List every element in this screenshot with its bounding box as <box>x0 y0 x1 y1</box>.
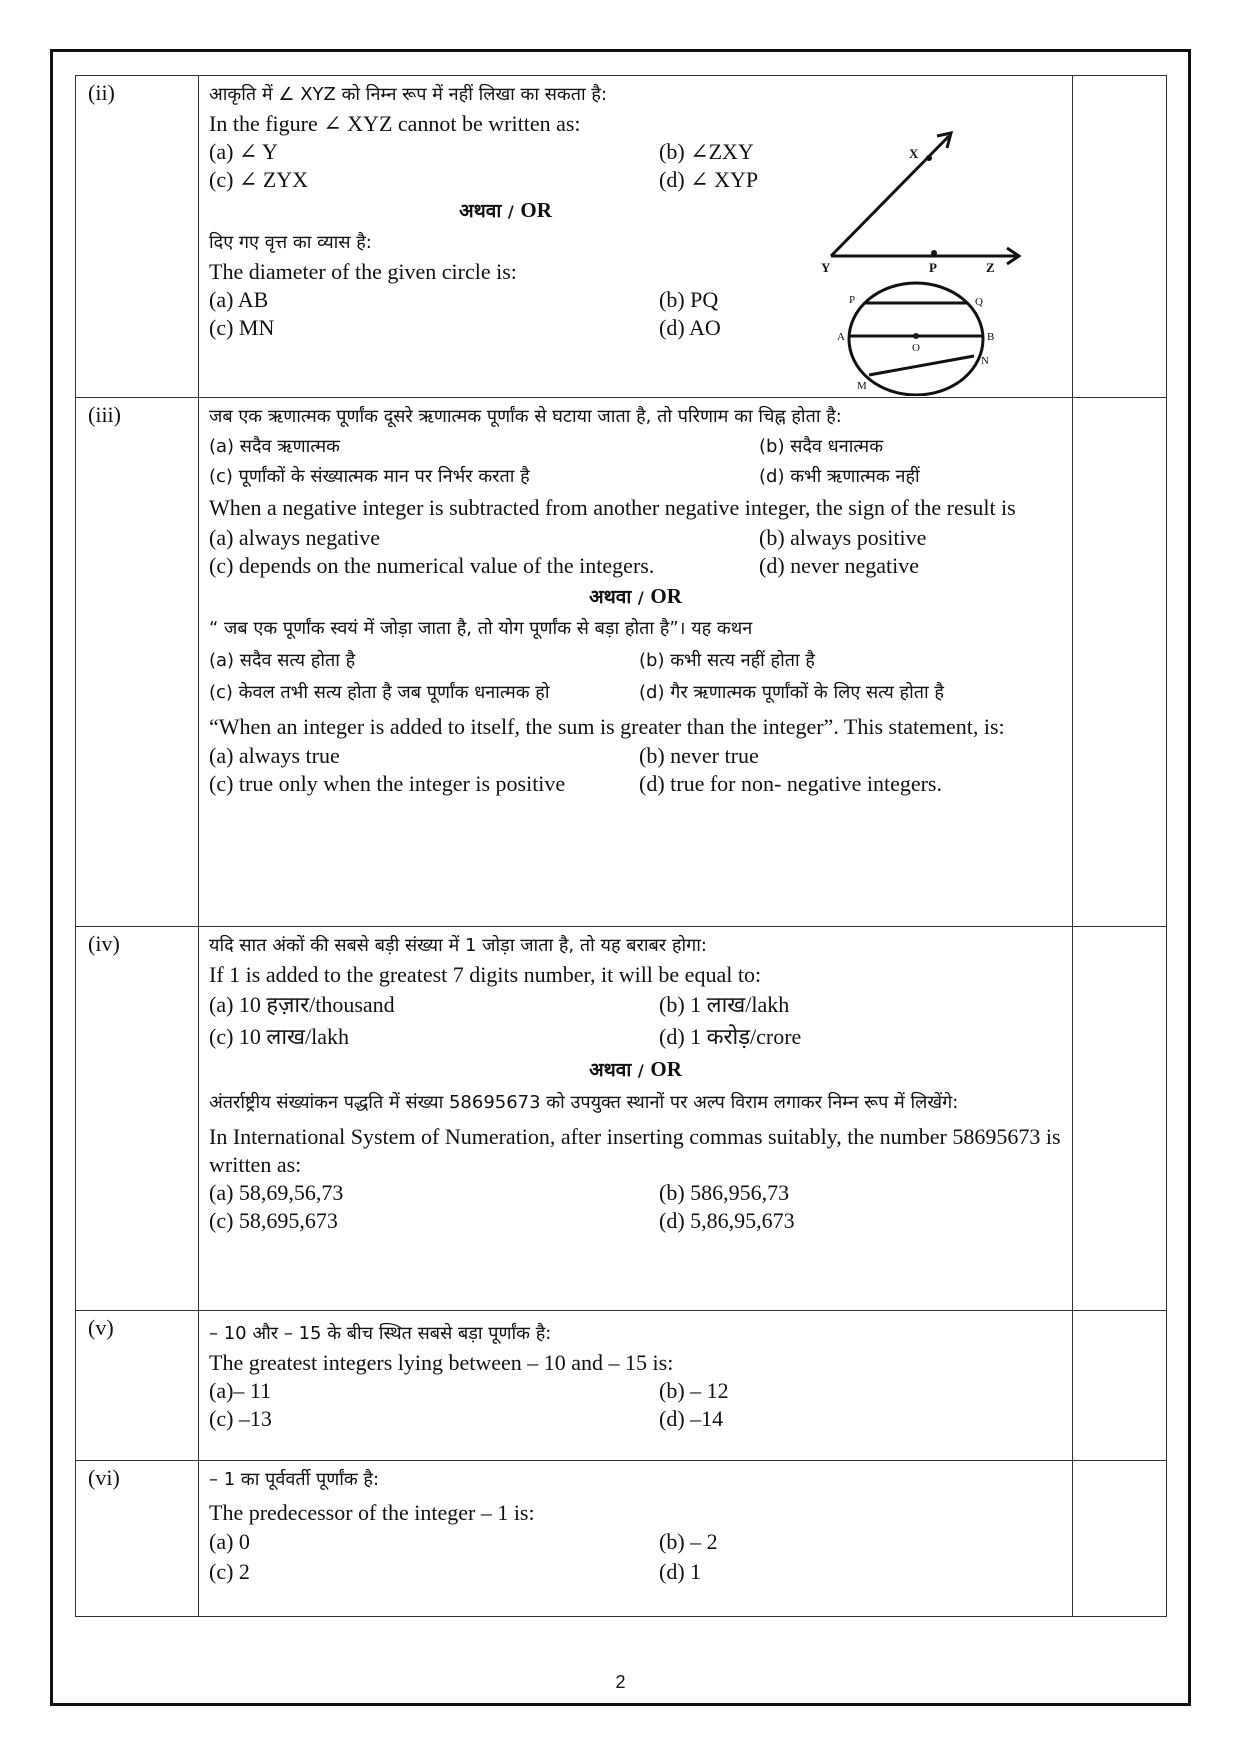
option: (c) MN <box>209 315 275 340</box>
question-table <box>75 75 1167 1617</box>
option: (a) 58,69,56,73 <box>209 1180 344 1205</box>
alt-question-text: The diameter of the given circle is: <box>209 259 517 284</box>
option: (b) ∠ZXY <box>659 139 754 164</box>
question-text-hindi: जब एक ऋणात्मक पूर्णांक दूसरे ऋणात्मक पूर्णांक से घटाया जाता है, तो परिणाम का चिह्न होता है: <box>209 406 842 427</box>
center-o <box>913 333 919 339</box>
question-text: The predecessor of the integer – 1 is: <box>209 1500 535 1525</box>
option: (a) always negative <box>209 525 381 550</box>
question-text-hindi: – 10 और – 15 के बीच स्थित सबसे बड़ा पूर्णांक है: <box>209 1323 552 1344</box>
option: (c) 2 <box>209 1559 250 1584</box>
option-hindi: (b) कभी सत्य नहीं होता है <box>639 650 815 671</box>
option: (c) –13 <box>209 1406 272 1431</box>
option: (d) true for non- negative integers. <box>639 771 942 796</box>
alt-question-text: In International System of Numeration, after inserting commas suitably, the number 58695673 is written as: <box>209 1124 1061 1177</box>
question-row <box>76 927 1167 1311</box>
question-number: (iii) <box>76 398 199 927</box>
option-hindi: (b) सदैव धनात्मक <box>759 436 884 457</box>
option: (b) 1 लाख/lakh <box>659 992 790 1017</box>
question-body <box>199 76 1073 398</box>
option-hindi: (c) पूर्णांकों के संख्यात्मक मान पर निर्भर करता है <box>209 466 530 487</box>
question-text: When a negative integer is subtracted from another negative integer, the sign of the result is <box>209 495 1016 520</box>
option-hindi: (d) कभी ऋणात्मक नहीं <box>759 466 920 487</box>
question-row <box>76 1461 1167 1617</box>
label-a: A <box>837 331 845 343</box>
marks-cell <box>1073 927 1167 1311</box>
page-number: 2 <box>615 1672 626 1692</box>
option: (a) always true <box>209 743 340 768</box>
question-number: (iv) <box>76 927 199 1311</box>
question-body <box>199 398 1073 927</box>
marks-cell <box>1073 398 1167 927</box>
option: (b) PQ <box>659 287 719 312</box>
option: (d) 5,86,95,673 <box>659 1208 795 1233</box>
label-o: O <box>912 342 920 354</box>
marks-cell <box>1073 76 1167 398</box>
point-x <box>926 155 932 161</box>
geometry-figure <box>819 106 1039 396</box>
point-p <box>931 250 937 256</box>
question-body <box>199 927 1073 1311</box>
question-row <box>76 398 1167 927</box>
option: (d) 1 <box>659 1559 702 1584</box>
label-b: B <box>987 331 995 343</box>
question-body <box>199 1461 1073 1617</box>
label-p: P <box>929 260 937 275</box>
label-n: N <box>981 355 989 367</box>
question-body <box>199 1311 1073 1461</box>
option: (b) 586,956,73 <box>659 1180 790 1205</box>
label-q: Q <box>975 296 983 308</box>
option: (a) ∠ Y <box>209 139 278 164</box>
option-hindi: (d) गैर ऋणात्मक पूर्णांकों के लिए सत्य होता है <box>639 682 944 703</box>
option: (d) AO <box>659 315 721 340</box>
question-text: If 1 is added to the greatest 7 digits number, it will be equal to: <box>209 962 762 987</box>
or-separator: अथवा / OR <box>459 198 552 222</box>
alt-question-text-hindi: अंतर्राष्ट्रीय संख्यांकन पद्धति में संख्या 58695673 को उपयुक्त स्थानों पर अल्प विराम लगाकर निम्न रूप में लिखेंगे: <box>209 1092 959 1113</box>
question-text: In the figure ∠ XYZ cannot be written as: <box>209 111 581 136</box>
option: (d) never negative <box>759 553 920 578</box>
option: (b) always positive <box>759 525 927 550</box>
question-text-hindi: – 1 का पूर्ववर्ती पूर्णांक है: <box>209 1469 380 1490</box>
option: (c) depends on the numerical value of the integers. <box>209 553 655 578</box>
option: (c) 58,695,673 <box>209 1208 338 1233</box>
option-hindi: (c) केवल तभी सत्य होता है जब पूर्णांक धनात्मक हो <box>209 682 550 703</box>
label-m: M <box>857 380 867 392</box>
option: (a)– 11 <box>209 1378 272 1403</box>
option: (c) ∠ ZYX <box>209 167 309 192</box>
question-number: (ii) <box>76 76 199 398</box>
question-text: The greatest integers lying between – 10 and – 15 is: <box>209 1350 674 1375</box>
label-z: Z <box>986 260 995 275</box>
option: (a) AB <box>209 287 269 312</box>
marks-cell <box>1073 1461 1167 1617</box>
option: (a) 10 हज़ार/thousand <box>209 992 395 1017</box>
option: (a) 0 <box>209 1529 250 1554</box>
option-hindi: (a) सदैव ऋणात्मक <box>209 436 340 457</box>
alt-question-text-hindi: दिए गए वृत्त का व्यास है: <box>209 232 372 253</box>
label-x: X <box>909 146 919 161</box>
option: (b) never true <box>639 743 759 768</box>
marks-cell <box>1073 1311 1167 1461</box>
question-number: (v) <box>76 1311 199 1461</box>
option: (d) 1 करोड़/crore <box>659 1024 802 1049</box>
label-y: Y <box>821 260 831 275</box>
option: (b) – 2 <box>659 1529 718 1554</box>
angle-xyz-figure <box>831 133 1019 264</box>
option: (c) 10 लाख/lakh <box>209 1024 350 1049</box>
question-row <box>76 1311 1167 1461</box>
question-row <box>76 76 1167 398</box>
question-text-hindi: आकृति में ∠ XYZ को निम्न रूप में नहीं लिखा का सकता है: <box>209 84 608 105</box>
or-separator: अथवा / OR <box>589 1057 682 1081</box>
option: (b) – 12 <box>659 1378 729 1403</box>
option: (d) ∠ XYP <box>659 167 759 192</box>
alt-question-text-hindi: “ जब एक पूर्णांक स्वयं में जोड़ा जाता है, तो योग पूर्णांक से बड़ा होता है”। यह कथन <box>209 618 753 639</box>
question-text-hindi: यदि सात अंकों की सबसे बड़ी संख्या में 1 जोड़ा जाता है, तो यह बराबर होगा: <box>209 935 707 956</box>
question-number: (vi) <box>76 1461 199 1617</box>
option: (c) true only when the integer is positive <box>209 771 566 796</box>
option: (d) –14 <box>659 1406 724 1431</box>
alt-question-text: “When an integer is added to itself, the sum is greater than the integer”. This statement, is: <box>209 714 1005 739</box>
option-hindi: (a) सदैव सत्य होता है <box>209 650 356 671</box>
label-p2: P <box>849 294 856 306</box>
or-separator: अथवा / OR <box>589 584 682 608</box>
